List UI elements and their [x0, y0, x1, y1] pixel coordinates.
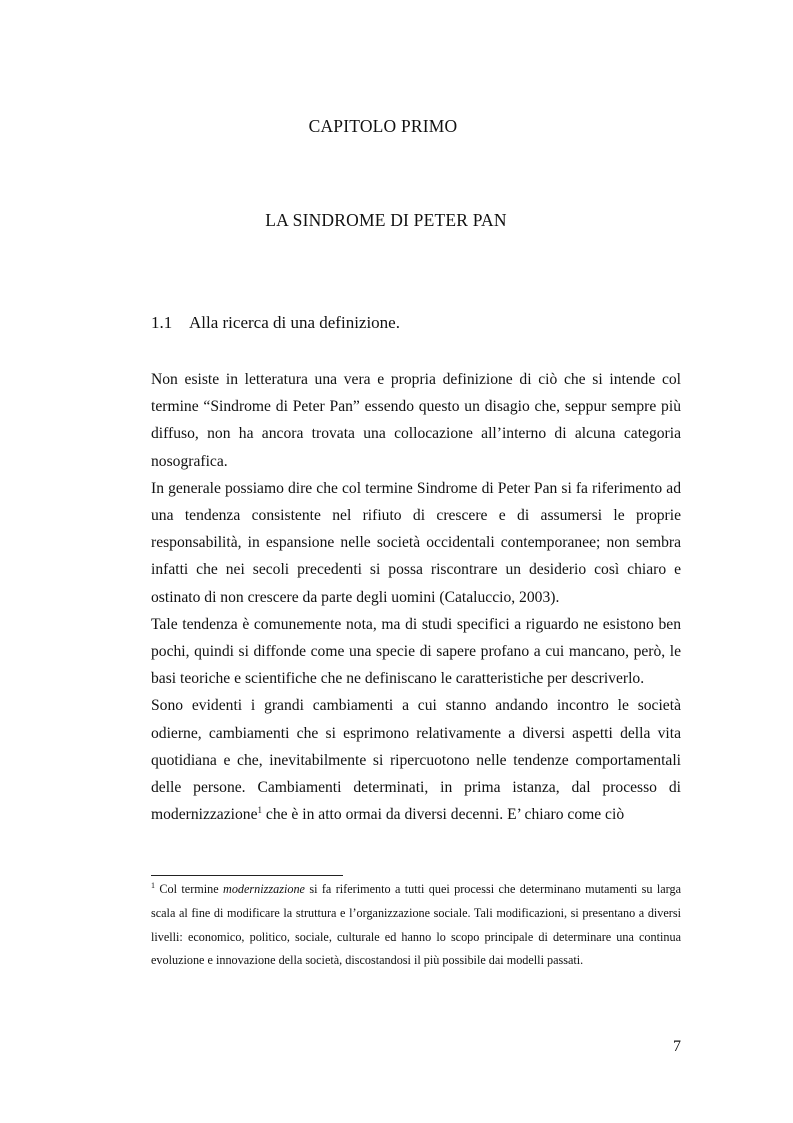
chapter-title: LA SINDROME DI PETER PAN	[265, 210, 507, 230]
paragraph-1: Non esiste in letteratura una vera e propria definizione di ciò che si intende col termine “Sindrome di Peter Pan” essendo questo un disagio che, seppur sempre più diffuso, non ha ancora trovata una collocazione all’interno di alcuna categoria nosografica.	[151, 371, 681, 470]
footnote-marker: 1	[151, 881, 155, 890]
paragraph-4-text-start: Sono evidenti i grandi cambiamenti a cui stanno andando incontro le società odierne, cambiamenti che si esprimono relativamente a diversi aspetti della vita quotidiana e che, inevitabilmente si ripercuotono nelle tendenze comportamentali delle persone. Cambiamenti determinati, in prima istanza, dal processo di modernizzazione	[151, 697, 681, 824]
footnote-emphasis: modernizzazione	[223, 882, 305, 896]
chapter-label: CAPITOLO PRIMO	[308, 116, 458, 136]
body-text	[151, 366, 681, 828]
footnote	[151, 878, 681, 973]
paragraph-4-text-end: che è in atto ormai da diversi decenni. E’ chiaro come ciò	[262, 806, 625, 824]
section-heading	[151, 313, 400, 333]
footnote-text-end: si fa riferimento a tutti quei processi che determinano mutamenti su larga scala al fine di modificare la struttura e l’organizzazione sociale. Tali modificazioni, si presentano a diversi livelli: economico, politico, sociale, culturale ed hanno lo scopo principale di determinare una continua evoluzione e innovazione della società, discostandosi il più possibile dai modelli passati.	[151, 882, 681, 968]
footnote-divider	[151, 875, 343, 876]
section-title: Alla ricerca di una definizione.	[189, 313, 400, 332]
paragraph-2: In generale possiamo dire che col termine Sindrome di Peter Pan si fa riferimento ad una tendenza consistente nel rifiuto di crescere e di assumersi le proprie responsabilità, in espansione nelle società occidentali contemporanee; non sembra infatti che nei secoli precedenti si possa riscontrare un desiderio così chiaro e ostinato di non crescere da parte degli uomini (Cataluccio, 2003).	[151, 479, 681, 606]
paragraph-3: Tale tendenza è comunemente nota, ma di studi specifici a riguardo ne esistono ben pochi, quindi si diffonde come una specie di sapere profano a cui mancano, però, le basi teoriche e scientifiche che ne definiscano le caratteristiche per descriverlo.	[151, 615, 681, 688]
footnote-text-start: Col termine	[155, 882, 224, 896]
paragraph-4	[151, 692, 681, 828]
page-number: 7	[673, 1038, 681, 1055]
footnote-reference: 1	[257, 805, 262, 816]
section-number: 1.1	[151, 313, 173, 332]
